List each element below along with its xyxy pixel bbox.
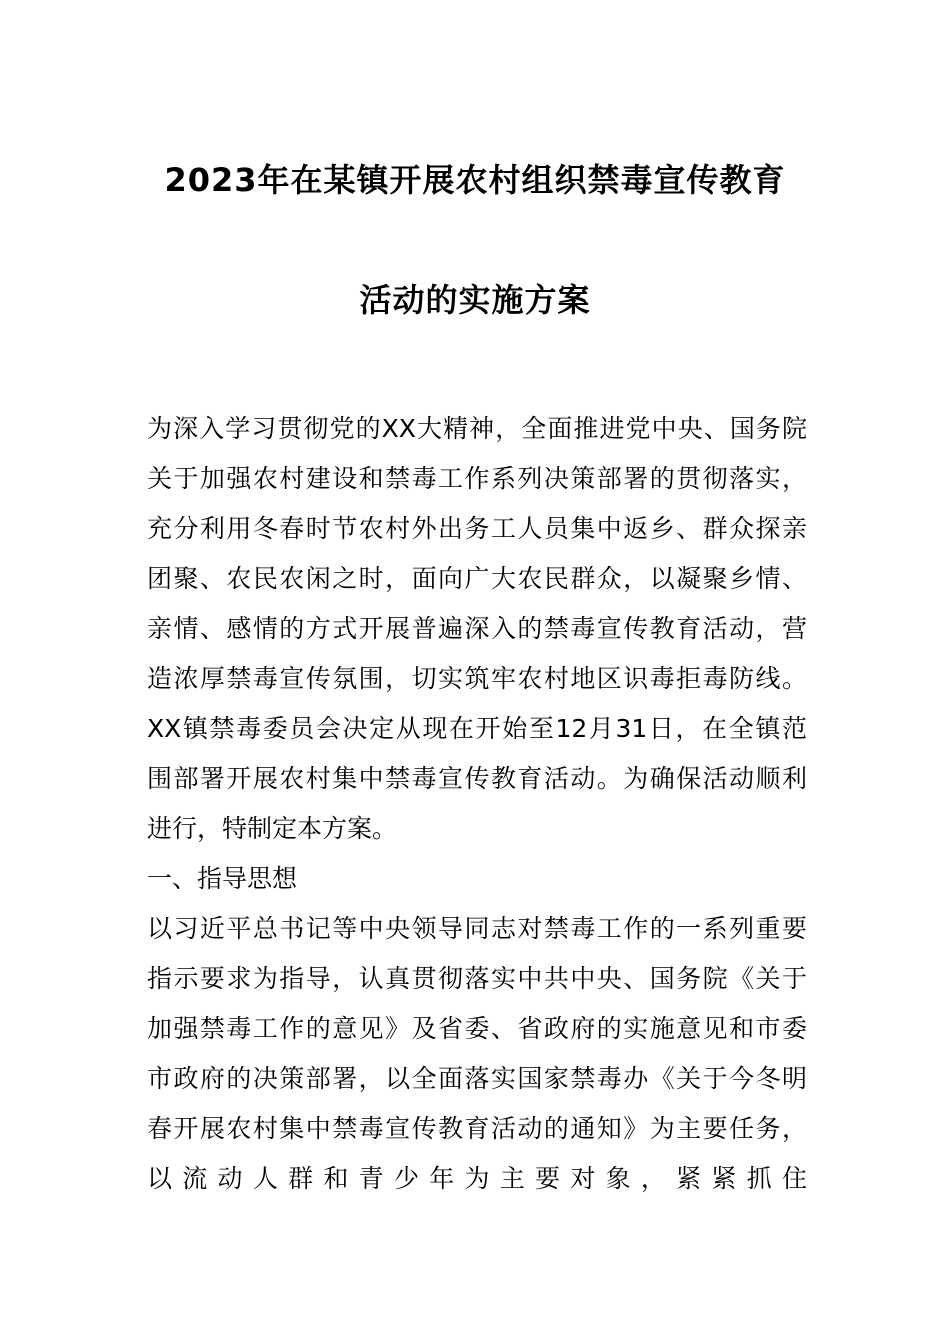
body-line: 春开展农村集中禁毒宣传教育活动的通知》为主要任务， [147,1114,807,1143]
body-line: 亲情、感情的方式开展普遍深入的禁毒宣传教育活动，营 [147,614,807,643]
body-line: 进行，特制定本方案。 [147,814,398,843]
body-line: XX镇禁毒委员会决定从现在开始至12月31日，在全镇范 [147,714,807,743]
body-line: 团聚、农民农闲之时，面向广大农民群众，以凝聚乡情、 [147,564,807,593]
document-title-line-2: 活动的实施方案 [359,281,591,319]
document-body [147,409,807,1209]
body-line: 以流动人群和青少年为主要对象，紧紧抓住 [147,1164,807,1193]
body-line: 围部署开展农村集中禁毒宣传教育活动。为确保活动顺利 [147,764,807,793]
body-line: 充分利用冬春时节农村外出务工人员集中返乡、群众探亲 [147,514,807,543]
body-line: 造浓厚禁毒宣传氛围，切实筑牢农村地区识毒拒毒防线。 [147,664,807,693]
body-line: 关于加强农村建设和禁毒工作系列决策部署的贯彻落实， [147,464,807,493]
body-line: 指示要求为指导，认真贯彻落实中共中央、国务院《关于 [147,964,807,993]
body-line: 市政府的决策部署，以全面落实国家禁毒办《关于今冬明 [147,1064,807,1093]
body-line: 加强禁毒工作的意见》及省委、省政府的实施意见和市委 [147,1014,807,1043]
section-heading: 一、指导思想 [147,864,298,893]
body-line: 以习近平总书记等中央领导同志对禁毒工作的一系列重要 [147,914,807,943]
document-title-line-1: 2023年在某镇开展农村组织禁毒宣传教育 [164,161,786,199]
body-line: 为深入学习贯彻党的XX大精神，全面推进党中央、国务院 [147,414,807,443]
